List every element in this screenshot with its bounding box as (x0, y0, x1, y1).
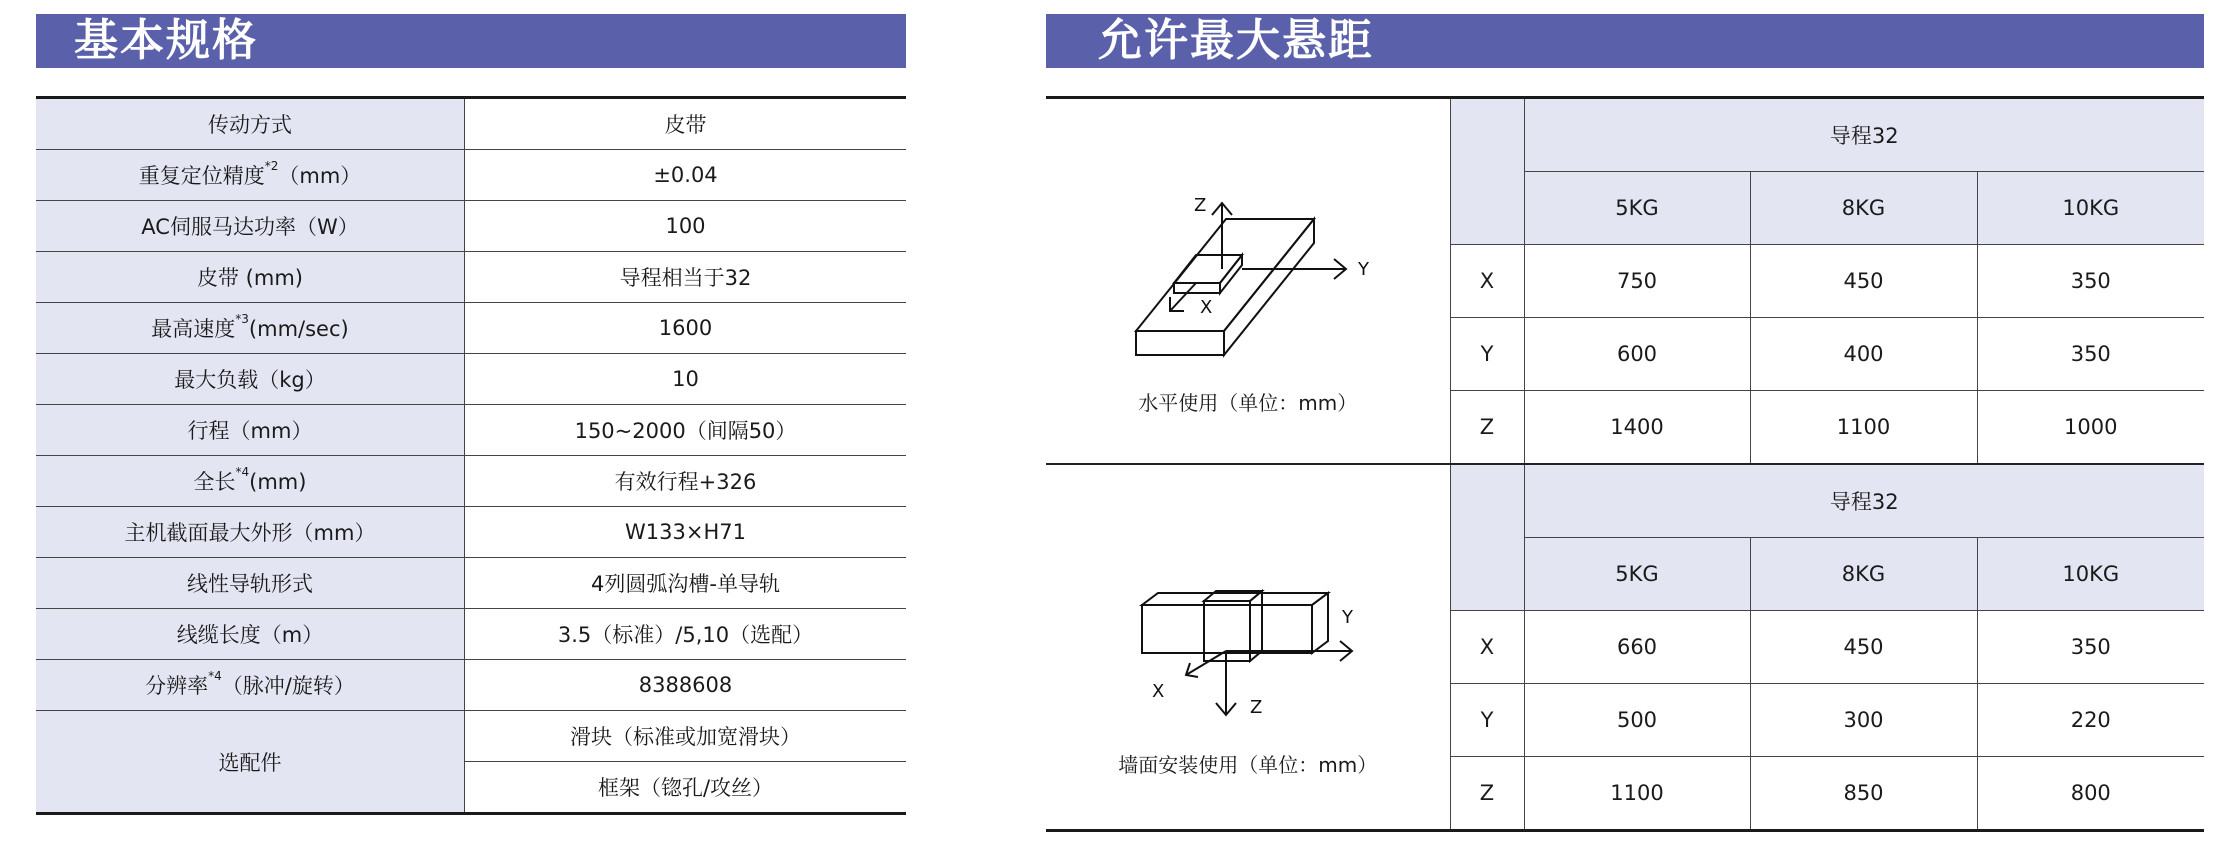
spec-key: 线性导轨形式 (36, 558, 465, 609)
overhang-section-title: 允许最大悬距 (1046, 14, 2204, 68)
axis-cell: X (1450, 611, 1524, 684)
spec-row (36, 201, 906, 252)
load-header: 8KG (1750, 172, 1977, 245)
spec-row (36, 507, 906, 558)
axis-cell: Y (1450, 684, 1524, 757)
spec-key: 重复定位精度$^{*2}$（mm） (36, 150, 465, 201)
axis-cell: Z (1450, 757, 1524, 831)
spec-row (36, 660, 906, 711)
spec-value: 10 (465, 354, 907, 405)
wall-diagram (1046, 465, 1450, 829)
spec-key: 主机截面最大外形（mm） (36, 507, 465, 558)
load-header: 10KG (1977, 538, 2204, 611)
axis-label-x: X (1152, 681, 1165, 702)
value-cell: 500 (1524, 684, 1750, 757)
axis-label-y: Y (1342, 607, 1353, 628)
lead-header: 导程32 (1524, 464, 2204, 538)
spec-key: 行程（mm） (36, 405, 465, 456)
spec-key: AC伺服马达功率（W） (36, 201, 465, 252)
spec-value: ±0.04 (465, 150, 907, 201)
spec-value: 皮带 (465, 98, 907, 150)
value-cell: 450 (1750, 611, 1977, 684)
load-header: 8KG (1750, 538, 1977, 611)
spec-value: 有效行程+326 (465, 456, 907, 507)
value-cell: 450 (1750, 245, 1977, 318)
spec-key: 最大负载（kg） (36, 354, 465, 405)
axis-cell: Y (1450, 318, 1524, 391)
axis-label-z: Z (1250, 697, 1263, 718)
value-cell: 400 (1750, 318, 1977, 391)
spec-row-options (36, 711, 906, 762)
horizontal-caption: 水平使用（单位：mm） (1138, 391, 1358, 415)
spec-row (36, 558, 906, 609)
axis-header-blank (1450, 98, 1524, 245)
spec-value: 100 (465, 201, 907, 252)
spec-row (36, 252, 906, 303)
value-cell: 1100 (1750, 391, 1977, 465)
value-cell: 800 (1977, 757, 2204, 831)
spec-value: 框架（锪孔/攻丝） (465, 762, 907, 814)
value-cell: 660 (1524, 611, 1750, 684)
axis-cell: X (1450, 245, 1524, 318)
spec-section-title: 基本规格 (36, 14, 906, 68)
value-cell: 1100 (1524, 757, 1750, 831)
wall-diagram-cell (1046, 464, 1450, 831)
spec-value: 150~2000（间隔50） (465, 405, 907, 456)
spec-row (36, 150, 906, 201)
spec-key: 最高速度$^{*3}$(mm/sec) (36, 303, 465, 354)
value-cell: 1000 (1977, 391, 2204, 465)
spec-value: 1600 (465, 303, 907, 354)
axis-label-x: X (1200, 297, 1213, 318)
overhang-header-row (1046, 464, 2204, 538)
spec-value: W133×H71 (465, 507, 907, 558)
spec-value: 3.5（标准）/5,10（选配） (465, 609, 907, 660)
spec-row (36, 405, 906, 456)
value-cell: 600 (1524, 318, 1750, 391)
spec-value: 8388608 (465, 660, 907, 711)
value-cell: 350 (1977, 245, 2204, 318)
axis-label-y: Y (1358, 259, 1369, 280)
value-cell: 220 (1977, 684, 2204, 757)
overhang-header-row (1046, 98, 2204, 172)
spec-row (36, 456, 906, 507)
spec-row (36, 303, 906, 354)
spec-row (36, 609, 906, 660)
load-header: 5KG (1524, 172, 1750, 245)
load-header: 10KG (1977, 172, 2204, 245)
spec-key: 分辨率$^{*4}$（脉冲/旋转） (36, 660, 465, 711)
spec-table (36, 96, 906, 815)
spec-value: 滑块（标准或加宽滑块） (465, 711, 907, 762)
spec-key: 传动方式 (36, 98, 465, 150)
value-cell: 1400 (1524, 391, 1750, 465)
axis-cell: Z (1450, 391, 1524, 465)
lead-header: 导程32 (1524, 98, 2204, 172)
value-cell: 350 (1977, 318, 2204, 391)
horizontal-diagram-cell (1046, 98, 1450, 465)
spec-key: 全长$^{*4}$(mm) (36, 456, 465, 507)
spec-key: 线缆长度（m） (36, 609, 465, 660)
spec-row (36, 98, 906, 150)
horizontal-diagram (1046, 99, 1450, 463)
spec-key: 皮带 (mm) (36, 252, 465, 303)
spec-value: 4列圆弧沟槽-单导轨 (465, 558, 907, 609)
axis-label-z: Z (1194, 195, 1207, 216)
load-header: 5KG (1524, 538, 1750, 611)
spec-key-options: 选配件 (36, 711, 465, 814)
spec-value: 导程相当于32 (465, 252, 907, 303)
value-cell: 350 (1977, 611, 2204, 684)
overhang-table (1046, 96, 2204, 832)
axis-header-blank (1450, 464, 1524, 611)
wall-caption: 墙面安装使用（单位：mm） (1118, 753, 1378, 777)
value-cell: 850 (1750, 757, 1977, 831)
value-cell: 300 (1750, 684, 1977, 757)
value-cell: 750 (1524, 245, 1750, 318)
spec-row (36, 354, 906, 405)
